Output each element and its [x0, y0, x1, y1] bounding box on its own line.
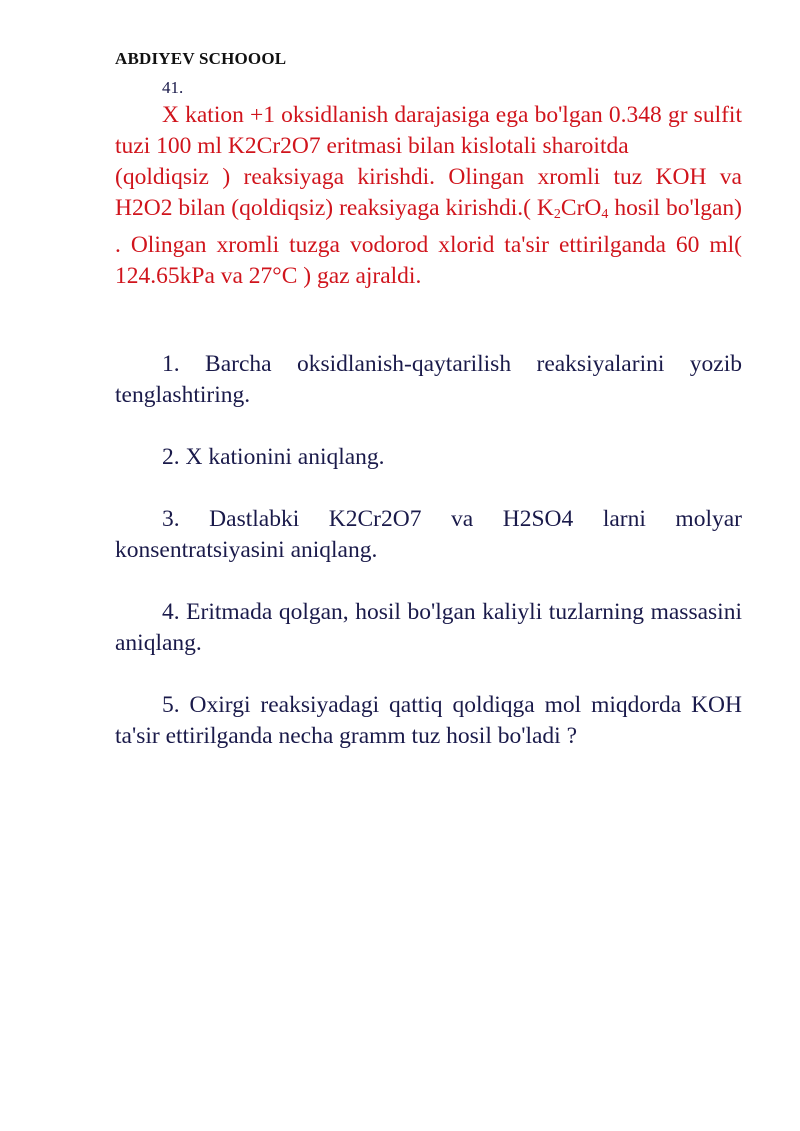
problem-statement — [115, 100, 742, 292]
school-name: ABDIYEV SCHOOOL — [115, 49, 287, 68]
problem-text-part-2: hosil bo'lgan) . Olingan xromli tuzga vodorod xlorid ta'sir ettirilganda 60 ml( 124.65kPa va 27°C ) gaz ajraldi. — [115, 195, 742, 289]
subscript-k: 2 — [553, 207, 561, 222]
question-1: 1. Barcha oksidlanish-qaytarilish reaksiyalarini yozib tenglashtiring. — [115, 351, 742, 408]
problem-text-part-1: (qoldiqsiz ) reaksiyaga kirishdi. Olingan xromli tuz KOH va H2O2 bilan (qoldiqsiz) reaksiyaga kirishdi.( K — [115, 164, 742, 221]
question-2: 2. X kationini aniqlang. — [162, 444, 385, 470]
problem-paragraph-1: X kation +1 oksidlanish darajasiga ega bo'lgan 0.348 gr sulfit tuzi 100 ml K2Cr2O7 eritmasi bilan kislotali sharoitda — [115, 102, 742, 159]
problem-formula-cro: CrO — [560, 195, 602, 221]
subscript-o: 4 — [601, 207, 609, 222]
question-5: 5. Oxirgi reaksiyadagi qattiq qoldiqga mol miqdorda KOH ta'sir ettirilganda necha gramm tuz hosil bo'ladi ? — [115, 692, 742, 749]
question-4: 4. Eritmada qolgan, hosil bo'lgan kaliyli tuzlarning massasini aniqlang. — [115, 599, 742, 656]
question-3: 3. Dastlabki K2Cr2O7 va H2SO4 larni molyar konsentratsiyasini aniqlang. — [115, 506, 742, 563]
problem-number: 41. — [162, 78, 184, 97]
problem-paragraph-2 — [115, 162, 742, 292]
